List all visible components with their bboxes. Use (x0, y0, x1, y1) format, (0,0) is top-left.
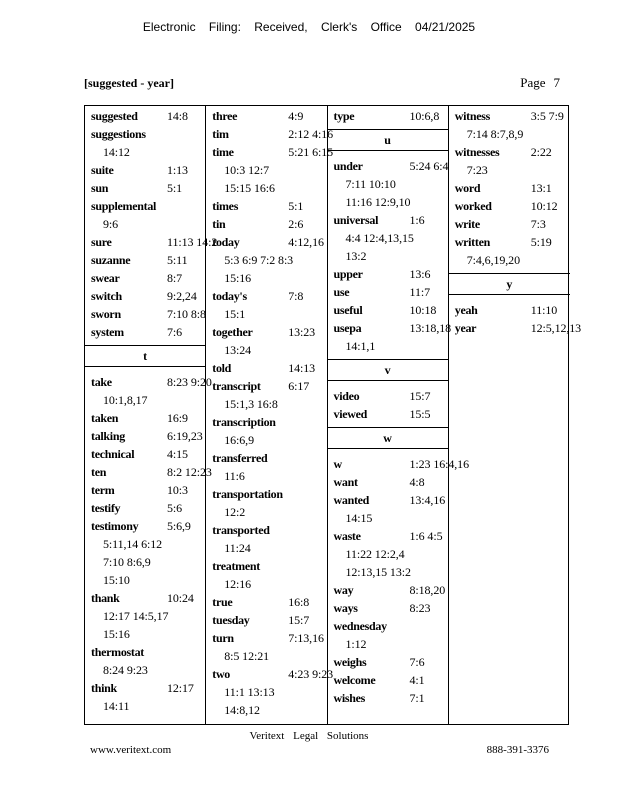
index-word: useful (333, 303, 363, 317)
index-page-line-refs: 16:6,9 (224, 433, 254, 447)
index-word: transcription (212, 415, 276, 429)
index-page-line-refs: 7:1 (409, 691, 425, 705)
index-entry (328, 527, 448, 545)
index-entry-continuation (449, 125, 570, 143)
index-column (85, 106, 218, 724)
index-range-label: [suggested - year] (84, 76, 174, 90)
index-page-line-refs: 7:13,16 (288, 631, 324, 645)
index-entry (85, 481, 205, 499)
index-page-line-refs: 12:16 (224, 577, 252, 591)
index-word: wishes (333, 691, 366, 705)
index-word: witnesses (454, 145, 500, 159)
index-page-line-refs: 14:8,12 (224, 703, 260, 717)
index-word: told (212, 361, 232, 375)
index-page-line-refs: 7:6 (167, 325, 183, 339)
index-page-line-refs: 16:8 (288, 595, 310, 609)
index-entry-continuation (85, 697, 205, 715)
index-entry (328, 301, 448, 319)
index-entry (206, 377, 326, 395)
index-page-line-refs: 12:13,15 13:2 (345, 565, 411, 579)
index-entry (328, 455, 469, 473)
index-entry-continuation (85, 391, 205, 409)
index-entry-continuation (328, 247, 448, 265)
index-page-line-refs: 14:11 (103, 699, 130, 713)
index-page-line-refs: 10:18 (409, 303, 437, 317)
index-page-line-refs: 15:5 (409, 407, 431, 421)
index-page-line-refs: 15:10 (103, 573, 130, 587)
index-entry (85, 499, 205, 517)
index-entry (328, 265, 448, 283)
index-word: transferred (212, 451, 268, 465)
index-word: transported (212, 523, 270, 537)
index-page-line-refs: 14:1,1 (345, 339, 376, 353)
index-entry (206, 359, 326, 377)
letter-section-header: y (449, 273, 570, 295)
index-page-line-refs: 11:16 12:9,10 (345, 195, 411, 209)
index-entry-continuation (206, 467, 326, 485)
index-entry-continuation (328, 635, 448, 653)
index-word: switch (91, 289, 122, 303)
index-word: taken (91, 411, 119, 425)
index-entry (85, 269, 205, 287)
filing-stamp: Electronic Filing: Received, Clerk's Office 04/21/2025 (142, 20, 476, 34)
index-page-line-refs: 7:6 (409, 655, 425, 669)
index-word: times (212, 199, 239, 213)
index-word: year (454, 321, 477, 335)
index-entry (85, 517, 205, 535)
index-entry-continuation (206, 503, 326, 521)
index-entry (449, 301, 570, 319)
index-page-line-refs: 13:18,18 (409, 321, 452, 335)
index-entry (328, 581, 448, 599)
index-word: ways (333, 601, 358, 615)
index-entry (85, 589, 205, 607)
index-page-line-refs: 6:17 (288, 379, 310, 393)
index-word: supplemental (91, 199, 157, 213)
index-entry-continuation (206, 305, 326, 323)
index-page-line-refs: 12:17 (167, 681, 194, 695)
index-word: treatment (212, 559, 260, 573)
index-word: want (333, 475, 358, 489)
index-page-line-refs: 1:23 16:4,16 (409, 457, 469, 471)
index-word: talking (91, 429, 125, 443)
index-entry (206, 449, 326, 467)
index-entry-continuation (328, 193, 448, 211)
index-word: term (91, 483, 115, 497)
index-page-line-refs: 5:3 6:9 7:2 8:3 (224, 253, 294, 267)
index-word: time (212, 145, 234, 159)
index-word: think (91, 681, 117, 695)
index-word: universal (333, 213, 379, 227)
index-entry (85, 251, 205, 269)
index-page-line-refs: 8:2 12:23 (167, 465, 212, 479)
index-page-line-refs: 10:3 (167, 483, 188, 497)
index-page-line-refs: 11:1 13:13 (224, 685, 275, 699)
footer-phone: 888-391-3376 (486, 744, 549, 756)
index-page-line-refs: 14:13 (288, 361, 316, 375)
index-page-line-refs: 12:5,12,13 (530, 321, 582, 335)
footer-website: www.veritext.com (90, 744, 172, 756)
index-entry (449, 197, 570, 215)
index-word: way (333, 583, 354, 597)
index-page-line-refs: 10:6,8 (409, 109, 440, 123)
index-page-line-refs: 5:1 (288, 199, 304, 213)
index-entry (206, 197, 326, 215)
index-entry-continuation (85, 571, 205, 589)
index-entry (85, 161, 205, 179)
index-word: system (91, 325, 124, 339)
index-entry (85, 107, 205, 125)
index-page-line-refs: 11:7 (409, 285, 430, 299)
index-entry (85, 427, 205, 445)
index-entry (206, 323, 326, 341)
index-page-line-refs: 15:7 (409, 389, 431, 403)
index-entry (328, 283, 448, 301)
index-word: turn (212, 631, 234, 645)
index-entry (328, 107, 448, 125)
index-page-line-refs: 1:6 (409, 213, 425, 227)
index-entry-continuation (85, 143, 205, 161)
index-entry-continuation (206, 647, 326, 665)
index-word: testify (91, 501, 121, 515)
index-page-line-refs: 5:11 (167, 253, 188, 267)
index-page-line-refs: 7:4,6,19,20 (466, 253, 520, 267)
index-word: word (454, 181, 481, 195)
index-entry (85, 125, 205, 143)
index-page-line-refs: 7:14 8:7,8,9 (466, 127, 524, 141)
index-entry-continuation (206, 341, 326, 359)
index-page-line-refs: 8:24 9:23 (103, 663, 148, 677)
index-page-line-refs: 4:12,16 (288, 235, 324, 249)
index-page-line-refs: 11:6 (224, 469, 245, 483)
index-entry (449, 179, 570, 197)
index-entry (85, 323, 205, 341)
index-entry (206, 521, 326, 539)
index-page-line-refs: 8:5 12:21 (224, 649, 270, 663)
index-entry-continuation (449, 251, 570, 269)
index-entry-continuation (206, 701, 326, 719)
index-page-line-refs: 11:22 12:2,4 (345, 547, 405, 561)
index-page-line-refs: 9:6 (103, 217, 119, 231)
index-page-line-refs: 15:1 (224, 307, 246, 321)
index-page-line-refs: 13:23 (288, 325, 316, 339)
index-word: today (212, 235, 240, 249)
index-page-line-refs: 11:10 (530, 303, 558, 317)
index-word: upper (333, 267, 363, 281)
index-word: suggestions (91, 127, 146, 141)
index-entry-continuation (328, 563, 448, 581)
index-page-line-refs: 2:22 (530, 145, 552, 159)
index-page-line-refs: 5:21 6:15 (288, 145, 334, 159)
index-entry-continuation (206, 269, 326, 287)
index-page-line-refs: 11:13 14:2 (167, 235, 218, 249)
index-entry (449, 107, 570, 125)
letter-section-header: w (328, 427, 448, 449)
index-page-line-refs: 14:12 (103, 145, 130, 159)
index-entry (328, 617, 448, 635)
index-page-line-refs: 4:1 (409, 673, 425, 687)
index-word: transcript (212, 379, 261, 393)
index-word: under (333, 159, 363, 173)
index-entry-continuation (206, 395, 326, 413)
index-page-line-refs: 8:18,20 (409, 583, 446, 597)
index-page-line-refs: 8:7 (167, 271, 183, 285)
index-entry-continuation (85, 607, 205, 625)
index-entry-continuation (328, 229, 448, 247)
index-page-line-refs: 15:16 (103, 627, 130, 641)
index-page-line-refs: 7:11 10:10 (345, 177, 396, 191)
index-entry (85, 409, 205, 427)
index-page-line-refs: 7:23 (466, 163, 488, 177)
index-word: swear (91, 271, 120, 285)
index-page-line-refs: 1:12 (345, 637, 367, 651)
index-entry (85, 445, 205, 463)
index-page-line-refs: 5:24 6:4 (409, 159, 449, 173)
page-number: 7 (553, 75, 560, 90)
index-word: thermostat (91, 645, 144, 659)
index-page-line-refs: 4:4 12:4,13,15 (345, 231, 414, 245)
index-entry (206, 557, 326, 575)
index-word: viewed (333, 407, 368, 421)
index-entry (85, 463, 212, 481)
index-page-line-refs: 13:6 (409, 267, 431, 281)
word-index-table (84, 105, 582, 725)
index-page-line-refs: 11:24 (224, 541, 251, 555)
index-word: suzanne (91, 253, 131, 267)
index-entry (85, 287, 205, 305)
index-word: tin (212, 217, 226, 231)
index-page-line-refs: 5:11,14 6:12 (103, 537, 163, 551)
index-page-line-refs: 10:12 (530, 199, 558, 213)
index-entry (85, 679, 205, 697)
index-word: sure (91, 235, 112, 249)
index-entry (206, 593, 326, 611)
letter-section-header: v (328, 359, 448, 381)
index-entry (206, 233, 326, 251)
index-entry (206, 143, 334, 161)
index-entry (206, 107, 326, 125)
index-page-line-refs: 7:3 (530, 217, 546, 231)
index-page-line-refs: 15:1,3 16:8 (224, 397, 278, 411)
footer-company: Veritext Legal Solutions (249, 730, 369, 742)
index-entry (449, 215, 570, 233)
index-entry (206, 287, 326, 305)
index-word: yeah (454, 303, 478, 317)
index-page-line-refs: 10:3 12:7 (224, 163, 270, 177)
index-page-line-refs: 12:17 14:5,17 (103, 609, 169, 623)
index-word: usepa (333, 321, 362, 335)
index-entry (85, 373, 212, 391)
index-entry-continuation (206, 179, 326, 197)
index-page-line-refs: 5:1 (167, 181, 183, 195)
index-entry (85, 643, 205, 661)
index-column (206, 106, 334, 724)
index-word: together (212, 325, 253, 339)
index-entry (328, 491, 448, 509)
index-word: type (333, 109, 355, 123)
index-page-line-refs: 14:8 (167, 109, 188, 123)
index-entry-continuation (85, 553, 205, 571)
index-page-line-refs: 7:10 8:6,9 (103, 555, 151, 569)
index-entry-continuation (85, 661, 205, 679)
index-word: ten (91, 465, 107, 479)
index-page-line-refs: 7:10 8:8 (167, 307, 206, 321)
index-entry (328, 405, 448, 423)
index-entry-continuation (328, 175, 448, 193)
index-page-line-refs: 5:6 (167, 501, 183, 515)
index-page-line-refs: 13:4,16 (409, 493, 446, 507)
index-word: tuesday (212, 613, 250, 627)
index-word: welcome (333, 673, 376, 687)
index-page-line-refs: 15:16 (224, 271, 252, 285)
index-entry (206, 485, 326, 503)
letter-section-header: u (328, 129, 448, 151)
index-word: worked (454, 199, 492, 213)
index-page-line-refs: 5:19 (530, 235, 552, 249)
index-entry-continuation (328, 545, 448, 563)
index-word: video (333, 389, 360, 403)
index-entry (85, 305, 205, 323)
index-entry (328, 473, 448, 491)
index-page-line-refs: 14:15 (345, 511, 373, 525)
page-indicator (520, 75, 560, 91)
index-entry-continuation (328, 509, 448, 527)
index-word: transportation (212, 487, 283, 501)
index-entry-continuation (449, 161, 570, 179)
index-column (449, 106, 582, 724)
index-word: take (91, 375, 112, 389)
index-word: two (212, 667, 231, 681)
index-page-line-refs: 16:9 (167, 411, 188, 425)
index-word: use (333, 285, 350, 299)
index-word: testimony (91, 519, 139, 533)
index-word: write (454, 217, 480, 231)
index-entry (328, 387, 448, 405)
index-page-line-refs: 2:12 4:16 (288, 127, 334, 141)
index-word: thank (91, 591, 120, 605)
index-word: three (212, 109, 238, 123)
index-word: written (454, 235, 490, 249)
index-entry (206, 665, 334, 683)
index-entry (85, 233, 218, 251)
index-entry-continuation (206, 539, 326, 557)
index-entry (206, 629, 326, 647)
index-page-line-refs: 12:2 (224, 505, 246, 519)
index-page-line-refs: 1:13 (167, 163, 188, 177)
index-page-line-refs: 4:15 (167, 447, 188, 461)
index-entry (328, 157, 448, 175)
index-page-line-refs: 15:7 (288, 613, 310, 627)
index-entry (449, 233, 570, 251)
index-entry-continuation (206, 575, 326, 593)
index-entry (85, 179, 205, 197)
index-word: weighs (333, 655, 367, 669)
index-word: sun (91, 181, 109, 195)
index-entry (85, 197, 205, 215)
index-page-line-refs: 9:2,24 (167, 289, 197, 303)
index-word: waste (333, 529, 361, 543)
index-page-line-refs: 4:23 9:23 (288, 667, 334, 681)
page-label: Page (520, 75, 546, 90)
index-entry (449, 143, 570, 161)
index-entry-continuation (328, 337, 448, 355)
index-entry (328, 671, 448, 689)
index-page-line-refs: 6:19,23 (167, 429, 203, 443)
index-word: suite (91, 163, 114, 177)
index-page-line-refs: 10:1,8,17 (103, 393, 148, 407)
index-entry-continuation (85, 535, 205, 553)
index-word: wednesday (333, 619, 387, 633)
index-word: w (333, 457, 342, 471)
index-word: today's (212, 289, 247, 303)
index-entry (328, 211, 448, 229)
index-entry-continuation (85, 625, 205, 643)
index-entry (328, 319, 452, 337)
index-page-line-refs: 15:15 16:6 (224, 181, 275, 195)
index-page-line-refs: 10:24 (167, 591, 194, 605)
index-entry-continuation (85, 215, 205, 233)
index-word: witness (454, 109, 490, 123)
index-entry (328, 653, 448, 671)
index-entry (206, 611, 326, 629)
index-page-line-refs: 13:2 (345, 249, 367, 263)
index-word: wanted (333, 493, 370, 507)
index-page-line-refs: 7:8 (288, 289, 304, 303)
index-entry-continuation (206, 683, 326, 701)
index-word: sworn (91, 307, 121, 321)
index-entry-continuation (206, 251, 326, 269)
index-page-line-refs: 4:8 (409, 475, 425, 489)
index-entry-continuation (206, 431, 326, 449)
index-page-line-refs: 13:24 (224, 343, 252, 357)
index-word: suggested (91, 109, 138, 123)
index-word: true (212, 595, 233, 609)
index-page-line-refs: 2:6 (288, 217, 304, 231)
index-entry (206, 125, 334, 143)
index-page-line-refs: 1:6 4:5 (409, 529, 443, 543)
index-page-line-refs: 13:1 (530, 181, 552, 195)
index-entry (206, 413, 326, 431)
index-page-line-refs: 3:5 7:9 (530, 109, 564, 123)
index-entry-continuation (206, 161, 326, 179)
index-entry (449, 319, 582, 337)
index-page-line-refs: 4:9 (288, 109, 304, 123)
letter-section-header: t (85, 345, 205, 367)
index-entry (328, 599, 448, 617)
index-entry (328, 689, 448, 707)
index-word: tim (212, 127, 229, 141)
index-entry (206, 215, 326, 233)
index-word: technical (91, 447, 135, 461)
index-page-line-refs: 8:23 9:20 (167, 375, 212, 389)
index-page-line-refs: 8:23 (409, 601, 431, 615)
index-page-line-refs: 5:6,9 (167, 519, 191, 533)
